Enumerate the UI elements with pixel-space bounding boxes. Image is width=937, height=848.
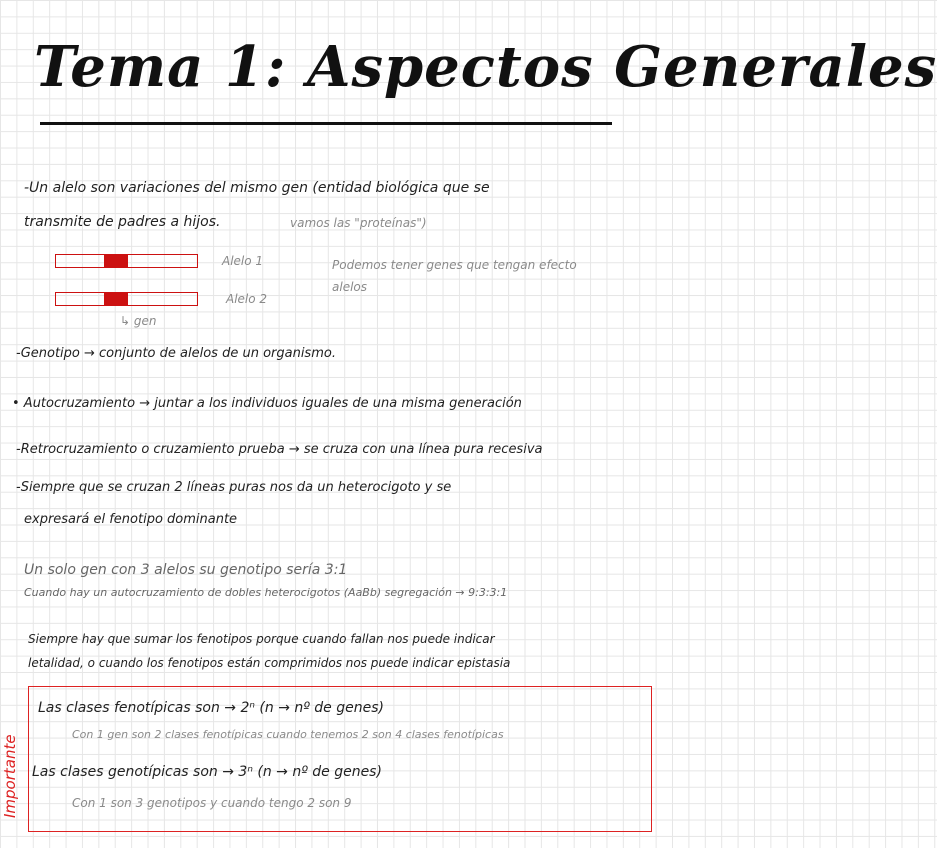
clases-genotipicas-example: Con 1 son 3 genotipos y cuando tengo 2 son 9 (72, 796, 352, 810)
allele-1-bar (55, 254, 198, 268)
clases-fenotipicas: Las clases fenotípicas son → 2ⁿ (n → nº de genes) (38, 700, 384, 716)
autocruzamiento-definition: • Autocruzamiento → juntar a los individuos iguales de una misma generación (12, 396, 522, 411)
sumar-fenotipos-line2: letalidad, o cuando los fenotipos están comprimidos nos puede indicar epistasia (28, 656, 511, 670)
allele-2-label: Alelo 2 (226, 292, 268, 306)
lineas-puras-line2: expresará el fenotipo dominante (24, 512, 238, 527)
allele-definition-line2: transmite de padres a hijos. (24, 214, 221, 230)
allele-definition-line1: -Un alelo son variaciones del mismo gen (entidad biológica que se (24, 180, 490, 196)
gene-locus-mark (104, 293, 128, 305)
autocruzamiento-heterocigotos-line: Cuando hay un autocruzamiento de dobles heterocigotos (AaBb) segregación → 9:3:3:1 (24, 586, 508, 599)
side-note-line1: Podemos tener genes que tengan efecto (332, 258, 577, 272)
page-title: Tema 1: Aspectos Generales (34, 34, 937, 100)
genotipo-definition: -Genotipo → conjunto de alelos de un organismo. (16, 346, 336, 361)
allele-1-label: Alelo 1 (222, 254, 264, 268)
retrocruzamiento-definition: -Retrocruzamiento o cruzamiento prueba → se cruza con una línea pura recesiva (16, 442, 543, 457)
allele-definition-note: vamos las "proteínas") (290, 216, 427, 230)
gene-locus-mark (104, 255, 128, 267)
clases-genotipicas: Las clases genotípicas son → 3ⁿ (n → nº de genes) (32, 764, 382, 780)
side-note-line2: alelos (332, 280, 367, 294)
un-solo-gen-line: Un solo gen con 3 alelos su genotipo sería 3:1 (24, 562, 348, 578)
title-underline (40, 122, 612, 125)
lineas-puras-line1: -Siempre que se cruzan 2 líneas puras nos da un heterocigoto y se (16, 480, 452, 495)
clases-fenotipicas-example: Con 1 gen son 2 clases fenotípicas cuando tenemos 2 son 4 clases fenotípicas (72, 728, 504, 741)
sumar-fenotipos-line1: Siempre hay que sumar los fenotipos porque cuando fallan nos puede indicar (28, 632, 495, 646)
gene-label: ↳ gen (120, 314, 157, 328)
important-label: Importante (1, 734, 19, 818)
allele-2-bar (55, 292, 198, 306)
